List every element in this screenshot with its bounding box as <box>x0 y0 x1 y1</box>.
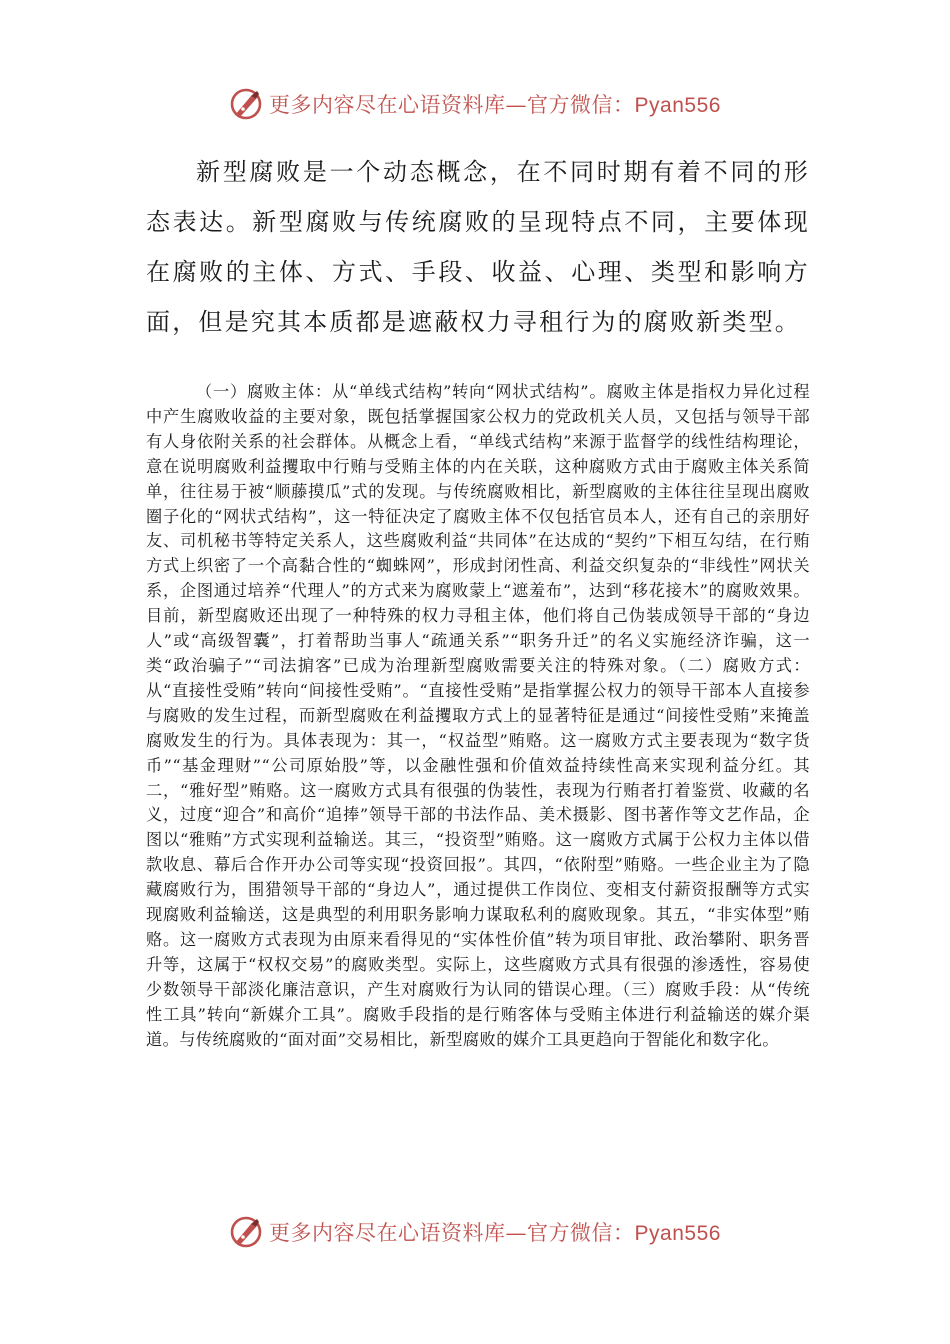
pen-nib-circle-logo-icon <box>229 1215 263 1249</box>
footer-watermark-banner <box>0 1212 950 1252</box>
watermark-wechat-id: Pyan556 <box>634 1222 721 1245</box>
watermark-text-cn: 更多内容尽在心语资料库—官方微信： <box>269 1221 635 1245</box>
body-paragraph: （一）腐败主体：从“单线式结构”转向“网状式结构”。腐败主体是指权力异化过程中产生腐败收益的主要对象，既包括掌握国家公权力的党政机关人员，又包括与领导干部有人身依附关系的社会群体。从概念上看，“单线式结构”来源于监督学的线性结构理论，意在说明腐败利益攫取中行贿与受贿主体的内在关联，这种腐败方式由于腐败主体关系简单，往往易于被“顺藤摸瓜”式的发现。与传统腐败相比，新型腐败的主体往往呈现出腐败圈子化的“网状式结构”，这一特征决定了腐败主体不仅包括官员本人，还有自己的亲朋好友、司机秘书等特定关系人，这些腐败利益“共同体”在达成的“契约”下相互勾结，在行贿方式上织密了一个高黏合性的“蜘蛛网”，形成封闭性高、利益交织复杂的“非线性”网状关系，企图通过培养“代理人”的方式来为腐败蒙上“遮羞布”，达到“移花接木”的腐败效果。目前，新型腐败还出现了一种特殊的权力寻租主体，他们将自己伪装成领导干部的“身边人”或“高级智囊”，打着帮助当事人“疏通关系”“职务升迁”的名义实施经济诈骗，这一类“政治骗子”“司法掮客”已成为治理新型腐败需要关注的特殊对象。（二）腐败方式：从“直接性受贿”转向“间接性受贿”。“直接性受贿”是指掌握公权力的领导干部本人直接参与腐败的发生过程，而新型腐败在利益攫取方式上的显著特征是通过“间接性受贿”来掩盖腐败发生的行为。具体表现为：其一，“权益型”贿赂。这一腐败方式主要表现为“数字货币”“基金理财”“公司原始股”等，以金融性强和价值效益持续性高来实现利益分红。其二，“雅好型”贿赂。这一腐败方式具有很强的伪装性，表现为行贿者打着鉴赏、收藏的名义，过度“迎合”和高价“追捧”领导干部的书法作品、美术摄影、图书著作等文艺作品，企图以“雅贿”方式实现利益输送。其三，“投资型”贿赂。这一腐败方式属于公权力主体以借款收息、幕后合作开办公司等实现“投资回报”。其四，“依附型”贿赂。一些企业主为了隐藏腐败行为，围猎领导干部的“身边人”，通过提供工作岗位、变相支付薪资报酬等方式实现腐败利益输送，这是典型的利用职务影响力谋取私利的腐败现象。其五，“非实体型”贿赂。这一腐败方式表现为由原来看得见的“实体性价值”转为项目审批、政治攀附、职务晋升等，这属于“权权交易”的腐败类型。实际上，这些腐败方式具有很强的渗透性，容易使少数领导干部淡化廉洁意识，产生对腐败行为认同的错误心理。（三）腐败手段：从“传统性工具”转向“新媒介工具”。腐败手段指的是行贿客体与受贿主体进行利益输送的媒介渠道。与传统腐败的“面对面”交易相比，新型腐败的媒介工具更趋向于智能化和数字化。 <box>146 382 810 1049</box>
watermark-wechat-id: Pyan556 <box>634 94 721 117</box>
watermark-text-cn: 更多内容尽在心语资料库—官方微信： <box>269 93 635 117</box>
header-watermark-banner <box>0 84 950 124</box>
watermark-text <box>269 89 721 119</box>
pen-nib-circle-logo-icon <box>229 87 263 121</box>
intro-paragraph: 新型腐败是一个动态概念，在不同时期有着不同的形态表达。新型腐败与传统腐败的呈现特点不同，主要体现在腐败的主体、方式、手段、收益、心理、类型和影响方面，但是究其本质都是遮蔽权力寻租行为的腐败新类型。 <box>146 158 810 336</box>
watermark-text <box>269 1217 721 1247</box>
